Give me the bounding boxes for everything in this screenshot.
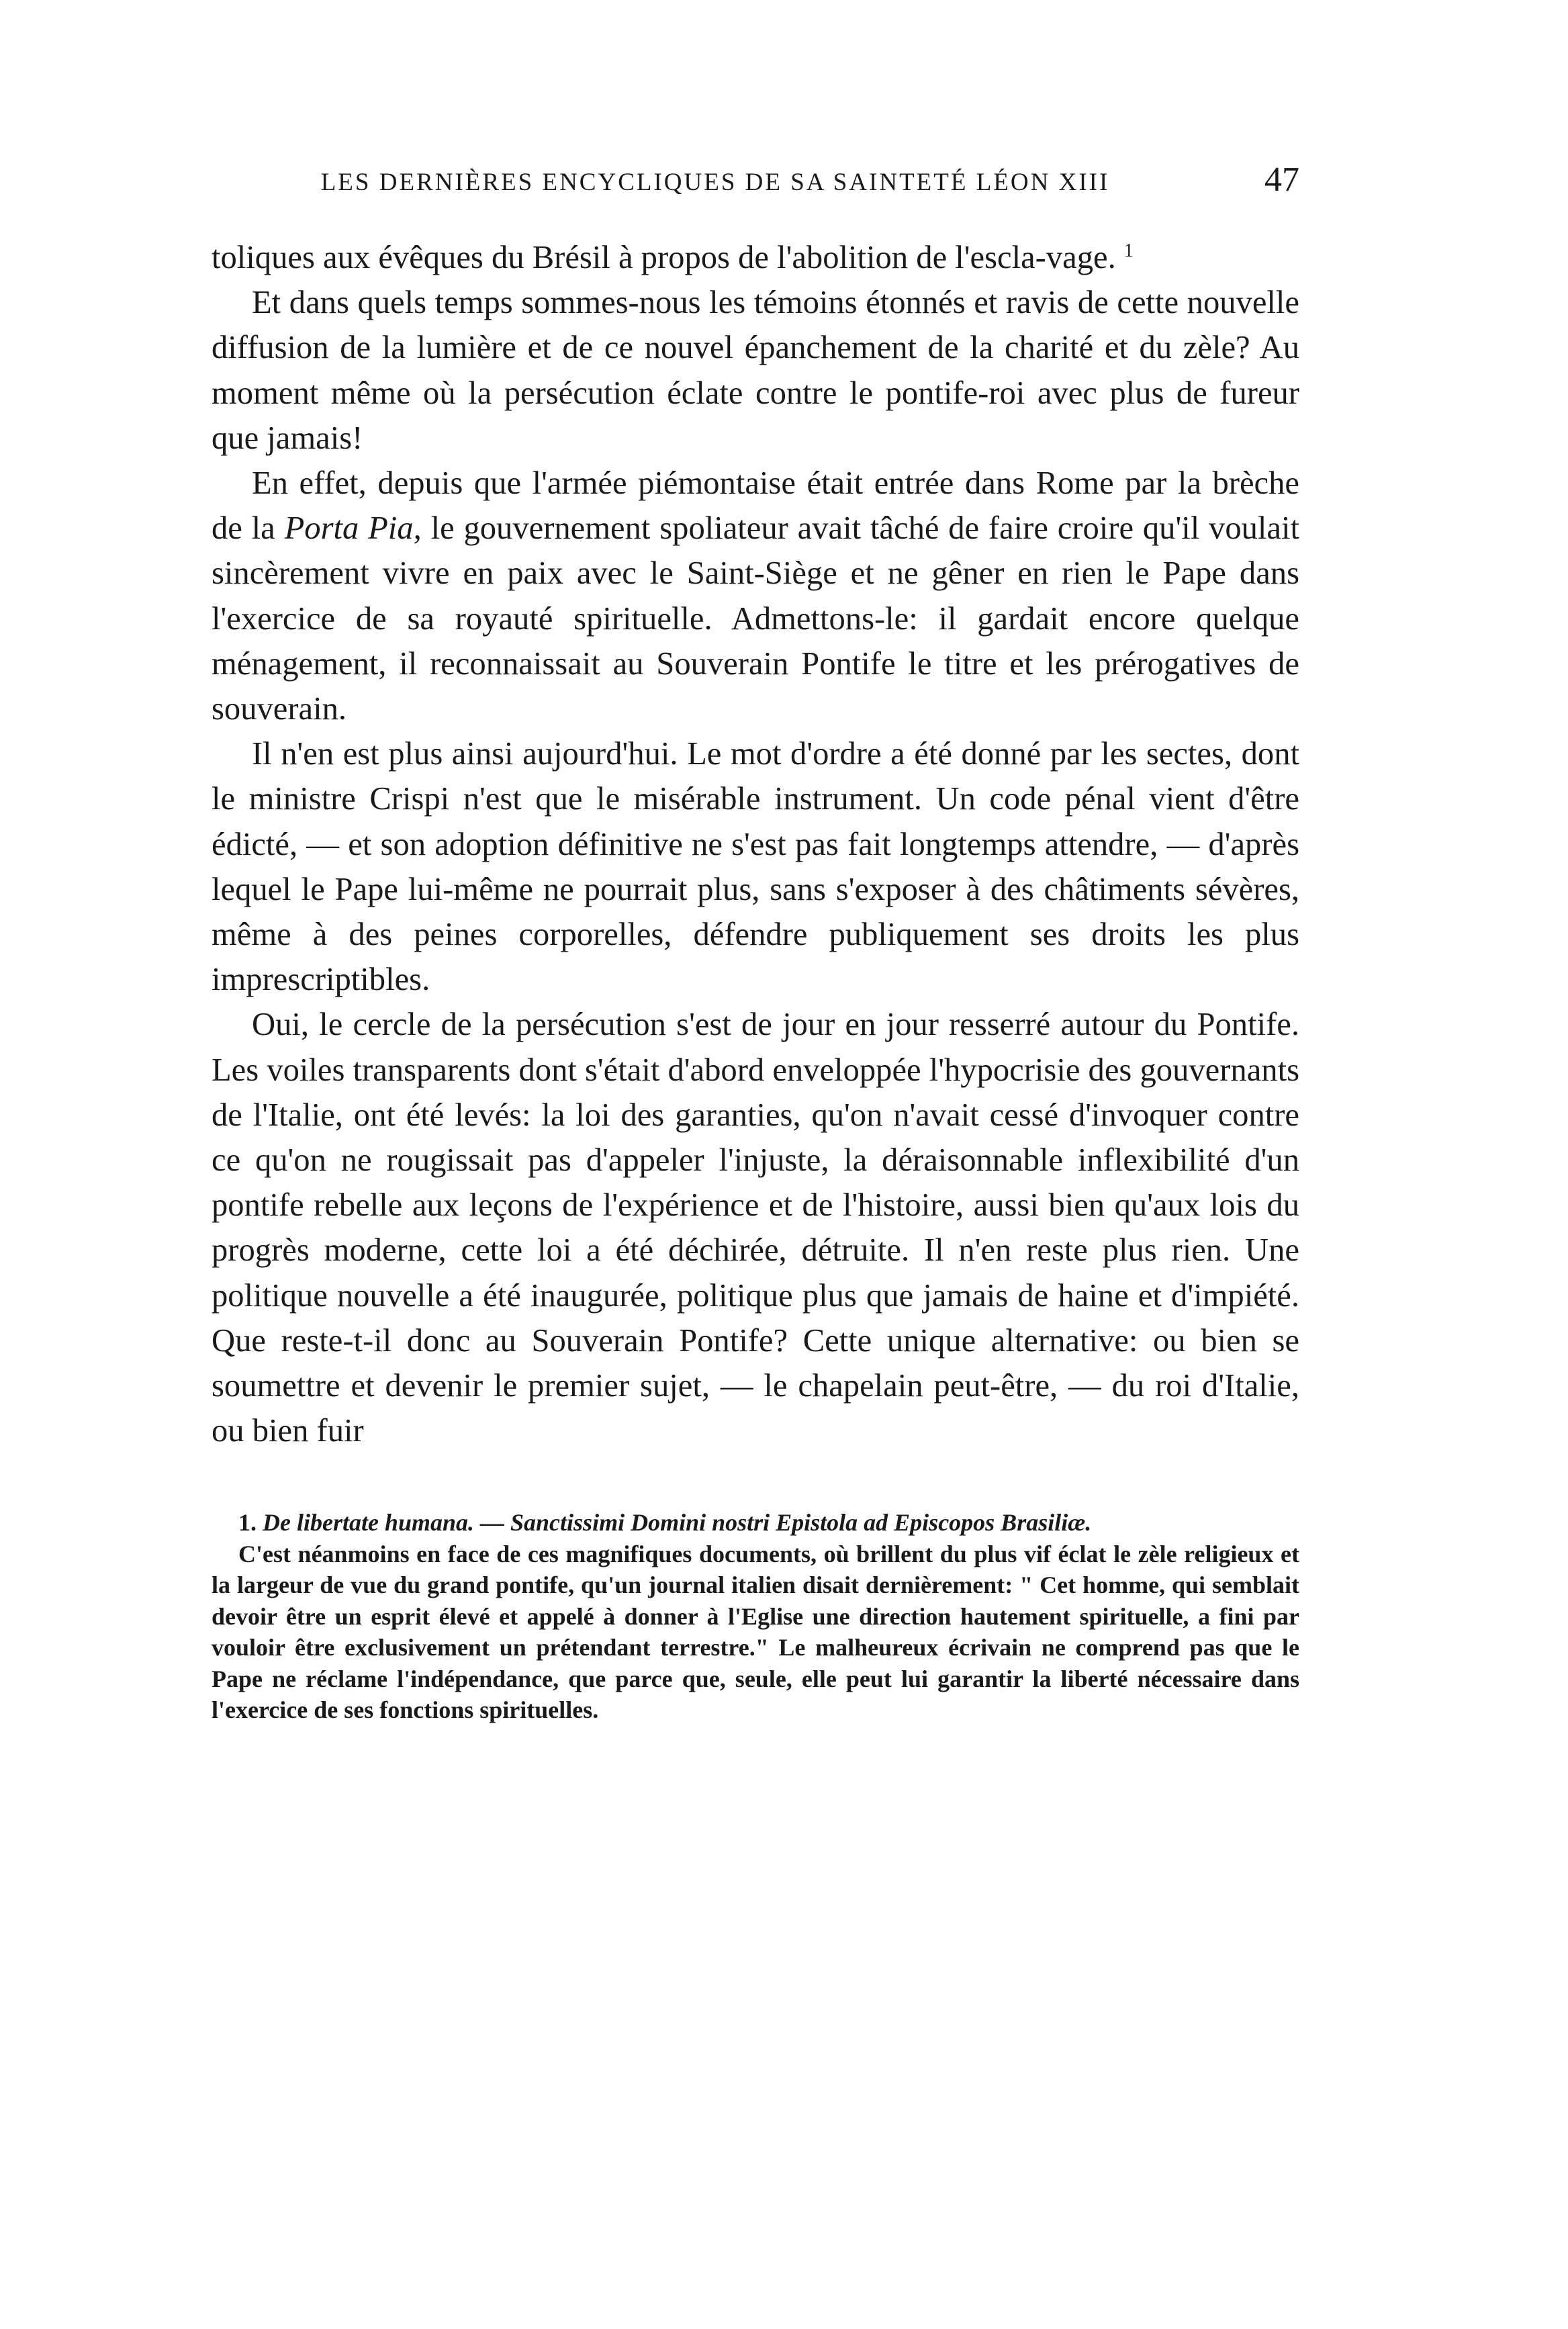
footnote-reference: 1 <box>1123 240 1134 261</box>
paragraph-3-text-b: le gouvernement spoliateur avait tâché de faire croire qu'il voulait sincèrement vivre en paix avec le Saint-Siège et ne gêner en rien le Pape dans l'exercice de sa royauté spirituelle. Admettons-le: il gardait encore quelque ménagement, il reconnaissait au Souverain Pontife le titre et les prérogatives de souverain. <box>212 510 1299 727</box>
paragraph-3 <box>212 461 1299 731</box>
running-header <box>212 148 1299 208</box>
paragraph-1-text: toliques aux évêques du Brésil à propos de l'abolition de l'escla-vage. <box>212 239 1116 275</box>
paragraph-1 <box>212 235 1299 280</box>
paragraph-3-text-a: En effet, depuis que l'armée piémontaise était entrée dans Rome par la brèche de la <box>212 465 1299 547</box>
paragraph-2: Et dans quels temps sommes-nous les témoins étonnés et ravis de cette nouvelle diffusion de la lumière et de ce nouvel épanchement de la charité et du zèle? Au moment même où la persécution éclate contre le pontife-roi avec plus de fureur que jamais! <box>212 284 1299 456</box>
running-title: LES DERNIÈRES ENCYCLIQUES DE SA SAINTETÉ LÉON XIII <box>320 169 1110 196</box>
footnote-1 <box>212 1507 1299 1538</box>
footnote-1-title: De libertate humana. — Sanctissimi Domini nostri Epistola ad Episcopos Brasiliæ. <box>263 1509 1092 1537</box>
page-number: 47 <box>1264 161 1299 199</box>
main-text <box>212 235 1299 1453</box>
footnotes <box>212 1507 1299 1725</box>
paragraph-5: Oui, le cercle de la persécution s'est de jour en jour resserré autour du Pontife. Les voiles transparents dont s'était d'abord enveloppée l'hypocrisie des gouvernants de l'Italie, ont été levés: la loi des garanties, qu'on n'avait cessé d'invoquer contre ce qu'on ne rougissait pas d'appeler l'injuste, la déraisonnable inflexibilité d'un pontife rebelle aux leçons de l'expérience et de l'histoire, aussi bien qu'aux lois du progrès moderne, cette loi a été déchirée, détruite. Il n'en reste plus rien. Une politique nouvelle a été inaugurée, politique plus que jamais de haine et d'impiété. Que reste-t-il donc au Souverain Pontife? Cette unique alternative: ou bien se soumettre et devenir le premier sujet, — le chapelain peut-être, — du roi d'Italie, ou bien fuir <box>212 1006 1299 1449</box>
footnote-1-number: 1. <box>238 1509 257 1537</box>
book-page <box>212 148 1299 1725</box>
footnote-1-continuation: C'est néanmoins en face de ces magnifiques documents, où brillent du plus vif éclat le zèle religieux et la largeur de vue du grand pontife, qu'un journal italien disait dernièrement: " Cet homme, qui semblait devoir être un esprit élevé et appelé à donner à l'Eglise une direction hautement spirituelle, a fini par vouloir être exclusivement un prétendant terrestre." Le malheureux écrivain ne comprend pas que le Pape ne réclame l'indépendance, que parce que, seule, elle peut lui garantir la liberté nécessaire dans l'exercice de ses fonctions spirituelles. <box>212 1540 1299 1723</box>
porta-pia-italic: Porta Pia, <box>284 510 422 547</box>
paragraph-4: Il n'en est plus ainsi aujourd'hui. Le mot d'ordre a été donné par les sectes, dont le ministre Crispi n'est que le misérable instrument. Un code pénal vient d'être édicté, — et son adoption définitive ne s'est pas fait longtemps attendre, — d'après lequel le Pape lui-même ne pourrait plus, sans s'exposer à des châtiments sévères, même à des peines corporelles, défendre publiquement ses droits les plus imprescriptibles. <box>212 735 1299 998</box>
